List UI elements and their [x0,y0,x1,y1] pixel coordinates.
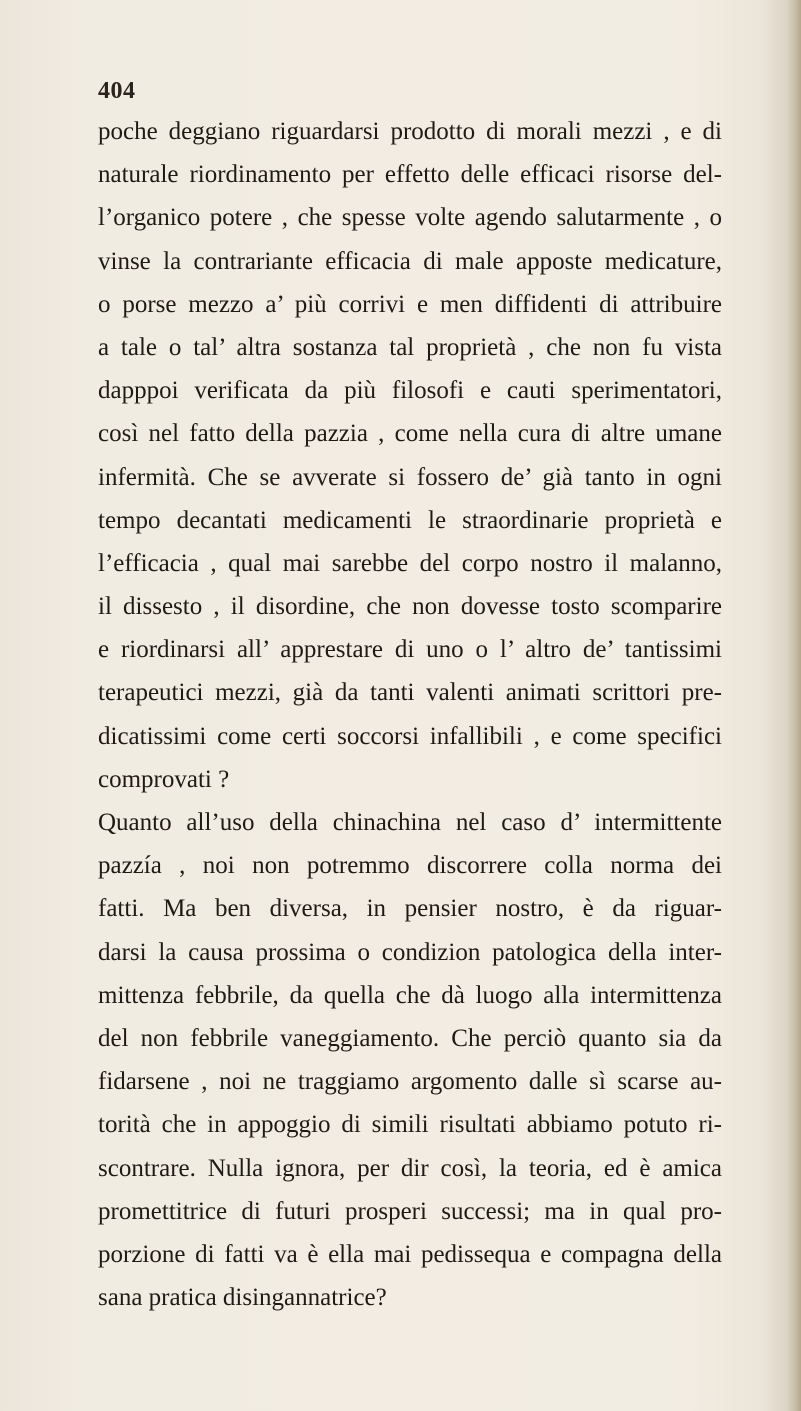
text-line: o porse mezzo a’ più corrivi e men diffidenti di attribuire [98,290,722,318]
text-line: sana pratica disingannatrice? [98,1284,387,1312]
text-line: terapeutici mezzi, già da tanti valenti animati scrittori pre- [98,679,722,707]
text-line: il dissesto , il disordine, che non dovesse tosto scomparire [98,593,722,621]
text-line: naturale riordinamento per effetto delle efficaci risorse del- [98,161,722,189]
text-line: e riordinarsi all’ apprestare di uno o l’ altro de’ tantissimi [98,636,722,664]
text-line: scontrare. Nulla ignora, per dir così, la teoria, ed è amica [98,1154,722,1182]
text-line: poche deggiano riguardarsi prodotto di morali mezzi , e di [98,118,722,145]
text-line: fatti. Ma ben diversa, in pensier nostro, è da riguar- [98,895,722,923]
text-line: torità che in appoggio di simili risultati abbiamo potuto ri- [98,1111,722,1139]
page-edge-shadow [787,0,801,1411]
text-line: pazzía , noi non potremmo discorrere colla norma dei [98,852,722,880]
text-line: tempo decantati medicamenti le straordinarie proprietà e [98,506,722,534]
text-line: dapppoi verificata da più filosofi e cauti sperimentatori, [98,377,722,405]
text-line: a tale o tal’ altra sostanza tal proprietà , che non fu vista [98,333,722,361]
text-line: così nel fatto della pazzia , come nella cura di altre umane [98,420,722,448]
text-line: darsi la causa prossima o condizion patologica della inter- [98,938,722,966]
text-line: del non febbrile vaneggiamento. Che perciò quanto sia da [98,1024,722,1052]
text-line: dicatissimi come certi soccorsi infallibili , e come specifici [98,722,722,750]
text-line: promettitrice di futuri prosperi successi; ma in qual pro- [98,1197,722,1225]
text-line: l’efficacia , qual mai sarebbe del corpo nostro il malanno, [98,549,722,577]
text-line: fidarsene , noi ne traggiamo argomento dalle sì scarse au- [98,1068,722,1096]
text-line: mittenza febbrile, da quella che dà luogo alla intermittenza [98,981,722,1009]
page-number: 404 [98,78,136,104]
text-line: porzione di fatti va è ella mai pedissequa e compagna della [98,1240,722,1268]
text-line: vinse la contrariante efficacia di male apposte medicature, [98,247,722,275]
body-text [98,110,722,1319]
text-line: l’organico potere , che spesse volte agendo salutarmente , o [98,204,722,232]
text-line: infermità. Che se avverate si fossero de’ già tanto in ogni [98,463,722,491]
text-line: Quanto all’uso della chinachina nel caso d’ intermittente [98,809,722,836]
text-line: comprovati ? [98,765,230,793]
